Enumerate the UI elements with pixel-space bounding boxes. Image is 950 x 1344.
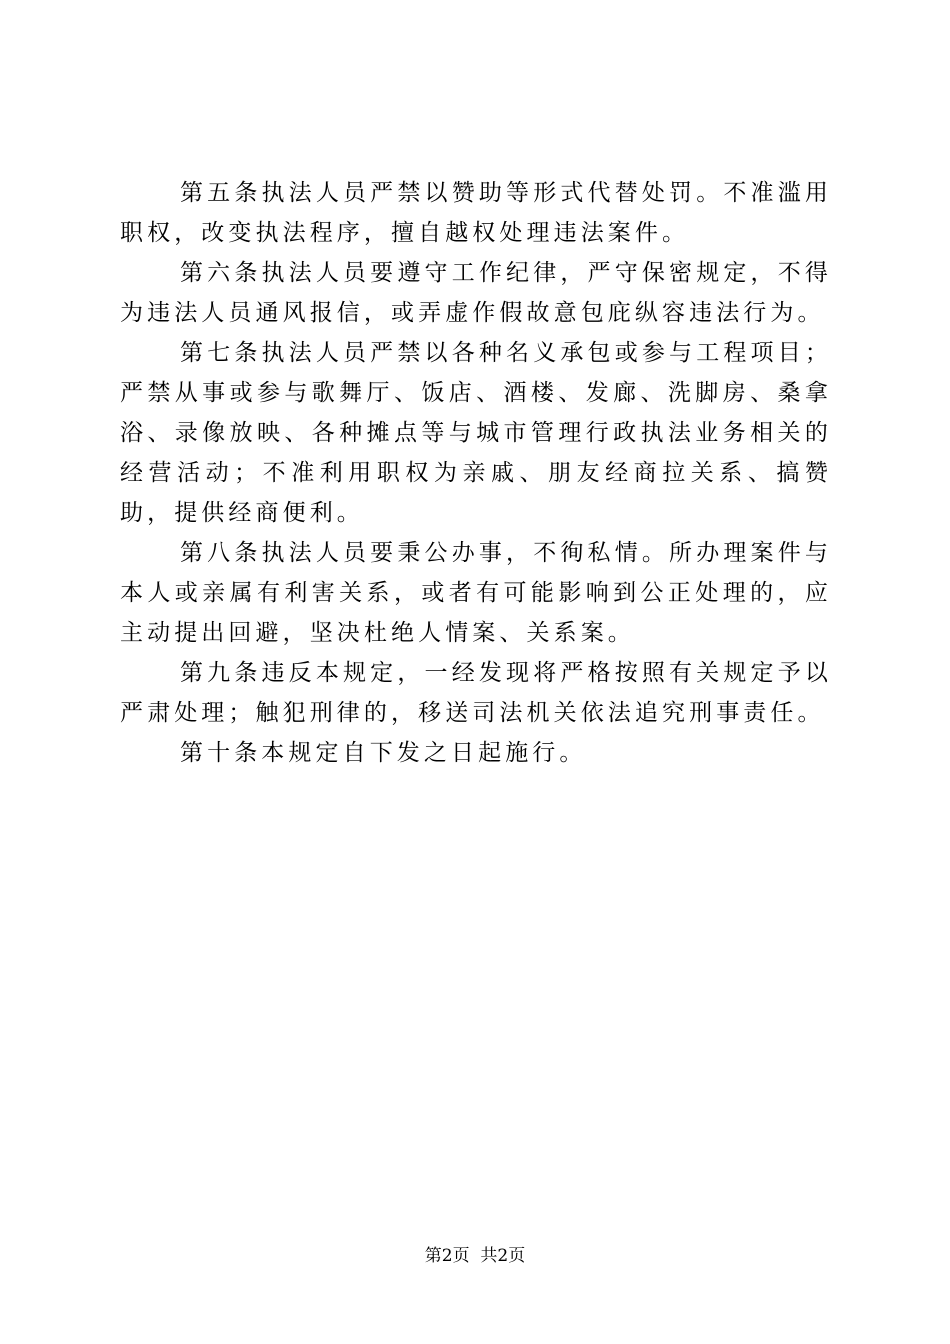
page-number: 第2页 共2页 [424, 1246, 526, 1266]
article-9-paragraph: 第九条违反本规定，一经发现将严格按照有关规定予以严肃处理；触犯刑律的，移送司法机关依法追究刑事责任。 [120, 660, 832, 726]
document-body [120, 173, 832, 773]
article-5-paragraph: 第五条执法人员严禁以赞助等形式代替处罚。不准滥用职权，改变执法程序，擅自越权处理违法案件。 [120, 180, 832, 246]
article-6-paragraph: 第六条执法人员要遵守工作纪律，严守保密规定，不得为违法人员通风报信，或弄虚作假故意包庇纵容违法行为。 [120, 260, 832, 326]
article-7-paragraph: 第七条执法人员严禁以各种名义承包或参与工程项目；严禁从事或参与歌舞厅、饭店、酒楼、发廊、洗脚房、桑拿浴、录像放映、各种摊点等与城市管理行政执法业务相关的经营活动；不准利用职权为亲戚、朋友经商拉关系、搞赞助，提供经商便利。 [120, 340, 832, 526]
article-10-paragraph: 第十条本规定自下发之日起施行。 [180, 740, 587, 766]
page-footer [0, 1244, 950, 1268]
article-8-paragraph: 第八条执法人员要秉公办事，不徇私情。所办理案件与本人或亲属有利害关系，或者有可能影响到公正处理的，应主动提出回避，坚决杜绝人情案、关系案。 [120, 540, 832, 646]
